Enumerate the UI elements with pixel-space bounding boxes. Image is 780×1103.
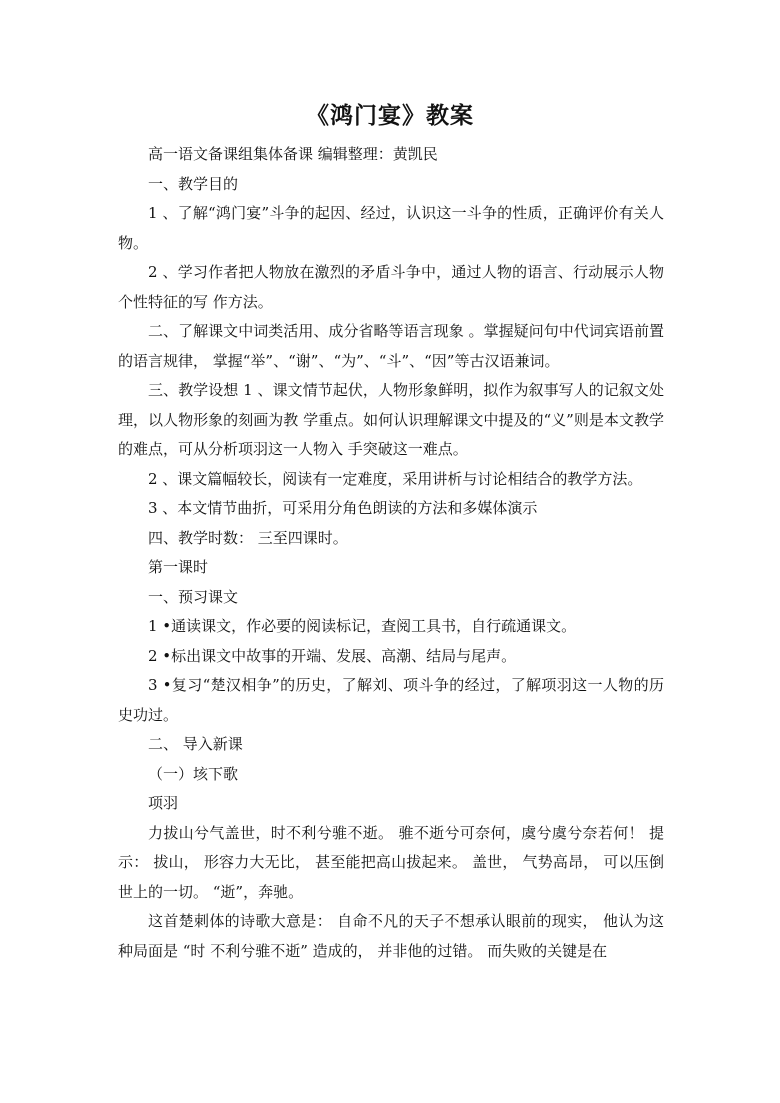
paragraph-goal-1: 1 、了解“鸿门宴”斗争的起因、经过，认识这一斗争的性质，正确评价有关人物。 — [118, 204, 664, 252]
paragraph-lesson-1: 第一课时 — [148, 558, 209, 576]
paragraph-preview-1: 1 •通读课文，作必要的阅读标记，查阅工具书，自行疏通课文。 — [148, 617, 577, 635]
paragraph-preview: 一、预习课文 — [148, 587, 239, 606]
paragraph-author: 高一语文备课组集体备课 编辑整理：黄凯民 — [148, 145, 438, 163]
paragraph-design-2: 2 、课文篇幅较长，阅读有一定难度，采用讲析与讨论相结合的教学方法。 — [148, 469, 643, 488]
paragraph-design-3: 3 、本文情节曲折，可采用分角色朗读的方法和多媒体演示 — [148, 499, 538, 517]
paragraph-intro: 二、 导入新课 — [148, 735, 243, 753]
paragraph-preview-3: 3 •复习“楚汉相争”的历史，了解刘、项斗争的经过，了解项羽这一人物的历史功过。 — [118, 676, 664, 724]
paragraph-section-2: 二、了解课文中词类活用、成分省略等语言现象 。掌握疑问句中代词宾语前置的语言规律， 掌握“举”、“谢”、“为”、“斗”、“因”等古汉语兼词。 — [118, 322, 664, 370]
document-title: 《鸿门宴》教案 — [306, 103, 474, 129]
paragraph-poem-text: 力拔山兮气盖世，时不利兮骓不逝。 骓不逝兮可奈何，虞兮虞兮奈若何！ 提示： 拔山， 形容力大无比， 甚至能把高山拔起来。 盖世， 气势高昂， 可以压倒世上的一切。 “逝”，奔驰。 — [118, 823, 664, 901]
paragraph-poem-author: 项羽 — [148, 794, 179, 812]
paragraph-preview-2: 2 •标出课文中故事的开端、发展、高潮、结局与尾声。 — [148, 646, 517, 665]
paragraph-poem-meaning: 这首楚刺体的诗歌大意是： 自命不凡的天子不想承认眼前的现实， 他认为这种局面是 “时 不利兮骓不逝” 造成的， 并非他的过错。 而失败的关键是在 — [118, 912, 664, 960]
document-body — [118, 140, 664, 966]
paragraph-section-3: 三、教学设想 1 、课文情节起伏，人物形象鲜明，拟作为叙事写人的记叙文处理，以人物形象的刻画为教 学重点。如何认识理解课文中提及的“义”则是本文教学的难点，可从分析项羽这一人物入 手突破这一难点。 — [118, 381, 664, 458]
paragraph-section-4: 四、教学时数： 三至四课时。 — [148, 528, 348, 547]
paragraph-section-1: 一、教学目的 — [148, 174, 239, 193]
paragraph-poem-title: （一）垓下歌 — [148, 764, 239, 783]
paragraph-goal-2: 2 、学习作者把人物放在激烈的矛盾斗争中，通过人物的语言、行动展示人物个性特征的写 作方法。 — [118, 263, 664, 311]
